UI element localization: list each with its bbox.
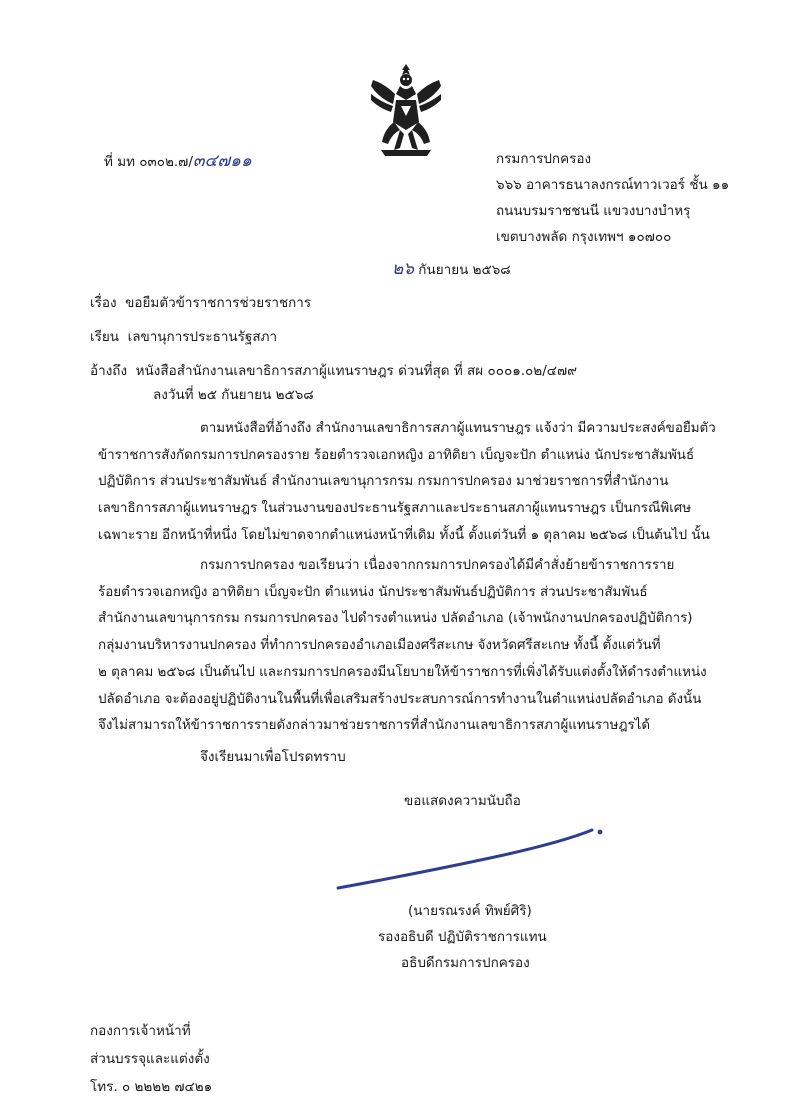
sender-address-line: กรมการปกครอง <box>496 151 592 167</box>
signer-title-line1: รองอธิบดี ปฏิบัติราชการแทน <box>378 929 547 945</box>
paragraph-line: ๒ ตุลาคม ๒๕๖๘ เป็นต้นไป และกรมการปกครองมีนโยบายให้ข้าราชการที่เพิ่งได้รับแต่งตั้งให้ดำรงตำแหน่ง <box>98 664 707 680</box>
subject-text: ขอยืมตัวข้าราชการช่วยราชการ <box>125 295 312 311</box>
paragraph-line: ข้าราชการสังกัดกรมการปกครองราย ร้อยตำรวจเอกหญิง อาทิติยา เบ็ญจะปัก ตำแหน่ง นักประชาสัมพันธ์ <box>98 447 695 463</box>
footer-line: ส่วนบรรจุและแต่งตั้ง <box>90 1051 210 1067</box>
body-paragraph-1 <box>98 416 774 550</box>
letter-date <box>392 258 511 281</box>
paragraph-line: เฉพาะราย อีกหน้าที่หนึ่ง โดยไม่ขาดจากตำแหน่งหน้าที่เดิม ทั้งนี้ ตั้งแต่วันที่ ๑ ตุลาคม ๒๕๖๘ เป็นต้นไป นั้น <box>98 527 710 543</box>
garuda-emblem-icon <box>367 60 445 160</box>
footer-department <box>90 1020 212 1098</box>
paragraph-line: ตามหนังสือที่อ้างถึง สำนักงานเลขาธิการสภาผู้แทนราษฎร แจ้งว่า มีความประสงค์ขอยืมตัว <box>200 421 716 436</box>
recipient-text: เลขานุการประธานรัฐสภา <box>127 329 278 345</box>
reference-text: หนังสือสำนักงานเลขาธิการสภาผู้แทนราษฎร ด่วนที่สุด ที่ สผ ๐๐๐๑.๐๒/๔๗๙ <box>135 363 577 379</box>
subject-label: เรื่อง <box>90 295 117 311</box>
salutation: ขอแสดงความนับถือ <box>404 793 521 809</box>
signer-name: (นายรณรงค์ ทิพย์ศิริ) <box>408 903 532 919</box>
sender-address <box>496 148 729 248</box>
body-paragraph-2 <box>98 553 774 740</box>
subject-line <box>90 292 311 314</box>
paragraph-line: จึงไม่สามารถให้ข้าราชการรายดังกล่าวมาช่วยราชการที่สำนักงานเลขาธิการสภาผู้แทนราษฎรได้ <box>98 718 651 734</box>
paragraph-line: ปลัดอำเภอ จะต้องอยู่ปฏิบัติงานในพื้นที่เพื่อเสริมสร้างประสบการณ์การทำงานในตำแหน่งปลัดอำเภอ ดังนั้น <box>98 691 702 707</box>
paragraph-line: สำนักงานเลขานุการกรม กรมการปกครอง ไปดำรงตำแหน่ง ปลัดอำเภอ (เจ้าพนักงานปกครองปฏิบัติการ) <box>98 611 693 627</box>
sender-address-line: ถนนบรมราชชนนี แขวงบางบำหรุ <box>496 203 691 219</box>
reference-date-line: ลงวันที่ ๒๕ กันยายน ๒๕๖๘ <box>153 387 314 403</box>
sender-address-line: ๖๖๖ อาคารธนาลงกรณ์ทาวเวอร์ ชั้น ๑๑ <box>496 177 730 193</box>
signer-title-line2: อธิบดีกรมการปกครอง <box>401 955 530 971</box>
recipient-line <box>90 326 277 348</box>
date-day-handwritten: ๒๖ <box>392 259 414 279</box>
reference-label: อ้างถึง <box>90 363 128 379</box>
closing-request: จึงเรียนมาเพื่อโปรดทราบ <box>200 749 346 765</box>
reference-number <box>104 150 252 173</box>
reference-prefix: ที่ มท ๐๓๐๒.๗/ <box>104 154 193 170</box>
paragraph-line: กลุ่มงานบริหารงานปกครอง ที่ทำการปกครองอำเภอเมืองศรีสะเกษ จังหวัดศรีสะเกษ ทั้งนี้ ตั้งแต่วันที่ <box>98 638 661 654</box>
paragraph-line: ร้อยตำรวจเอกหญิง อาทิติยา เบ็ญจะปัก ตำแหน่ง นักประชาสัมพันธ์ปฏิบัติการ ส่วนประชาสัมพันธ์ <box>98 584 648 600</box>
sender-address-line: เขตบางพลัด กรุงเทพฯ ๑๐๗๐๐ <box>496 229 672 245</box>
reference-handwritten-number: ๓๔๗๑๑ <box>192 151 252 171</box>
paragraph-line: ปฏิบัติการ ส่วนประชาสัมพันธ์ สำนักงานเลขานุการกรม กรมการปกครอง มาช่วยราชการที่สำนักงาน <box>98 474 669 490</box>
paragraph-line: เลขาธิการสภาผู้แทนราษฎร ในส่วนงานของประธานรัฐสภาและประธานสภาผู้แทนราษฎร เป็นกรณีพิเศษ <box>98 501 692 517</box>
signature-icon <box>330 818 620 898</box>
recipient-label: เรียน <box>90 329 120 345</box>
reference-line <box>90 360 577 382</box>
date-month-year: กันยายน ๒๕๖๘ <box>418 262 511 278</box>
paragraph-line: กรมการปกครอง ขอเรียนว่า เนื่องจากกรมการปกครองได้มีคำสั่งย้ายข้าราชการราย <box>200 558 675 573</box>
footer-line: กองการเจ้าหน้าที่ <box>90 1023 191 1039</box>
footer-phone: โทร. ๐ ๒๒๒๒ ๗๔๒๑ <box>90 1079 213 1095</box>
